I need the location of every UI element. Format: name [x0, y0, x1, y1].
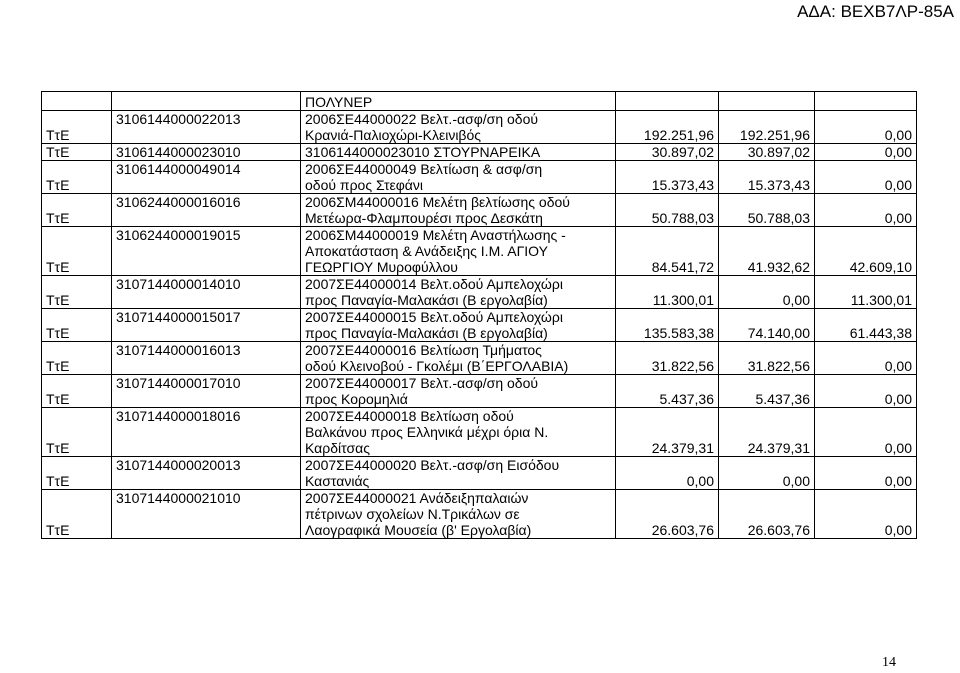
amount-cell: 42.609,10	[815, 227, 917, 276]
code-cell: 3106244000019015	[112, 227, 301, 276]
description-cell: 2007ΣΕ44000016 Βελτίωση Τμήματος οδού Κλεινοβού - Γκολέμι (Β΄ΕΡΓΟΛΑΒΙΑ)	[301, 342, 616, 375]
code-cell: 3106244000016016	[112, 194, 301, 227]
table-row	[42, 276, 917, 309]
table-row-continued	[42, 92, 917, 111]
amount-cell: 0,00	[815, 457, 917, 490]
amount-cell: 192.251,96	[616, 111, 719, 144]
amount-cell: 0,00	[815, 342, 917, 375]
amount-cell: 0,00	[616, 457, 719, 490]
type-cell: ΤτΕ	[42, 342, 112, 375]
description-cell: 2006ΣΕ44000049 Βελτίωση & ασφ/ση οδού προς Στεφάνι	[301, 161, 616, 194]
amount-cell: 24.379,31	[719, 408, 815, 457]
page-number: 14	[882, 655, 896, 670]
amount-cell: 31.822,56	[719, 342, 815, 375]
description-cell: 2006ΣΕ44000022 Βελτ.-ασφ/ση οδού Κρανιά-Παλιοχώρι-Κλεινιβός	[301, 111, 616, 144]
amount-cell: 24.379,31	[616, 408, 719, 457]
type-cell: ΤτΕ	[42, 408, 112, 457]
amount-cell: 26.603,76	[616, 490, 719, 539]
description-cell: 2007ΣΕ44000018 Βελτίωση οδού Βαλκάνου προς Ελληνικά μέχρι όρια Ν. Καρδίτσας	[301, 408, 616, 457]
amount-cell: 0,00	[815, 144, 917, 161]
amount-cell: 84.541,72	[616, 227, 719, 276]
code-cell: 3106144000049014	[112, 161, 301, 194]
amount-cell: 26.603,76	[719, 490, 815, 539]
amount-cell: 0,00	[815, 111, 917, 144]
table-row	[42, 194, 917, 227]
table-row	[42, 375, 917, 408]
amount-cell: 0,00	[815, 408, 917, 457]
amount-cell: 135.583,38	[616, 309, 719, 342]
code-cell: 3107144000015017	[112, 309, 301, 342]
description-cell: 2007ΣΕ44000021 Ανάδειξηπαλαιών πέτρινων σχολείων Ν.Τρικάλων σε Λαογραφικά Μουσεία (β' Εργολαβία)	[301, 490, 616, 539]
code-cell: 3107144000021010	[112, 490, 301, 539]
amount-cell	[616, 92, 719, 111]
type-cell: ΤτΕ	[42, 111, 112, 144]
type-cell: ΤτΕ	[42, 309, 112, 342]
amount-cell: 0,00	[815, 375, 917, 408]
amount-cell: 31.822,56	[616, 342, 719, 375]
table-row	[42, 342, 917, 375]
description-cell: 2006ΣΜ44000016 Μελέτη βελτίωσης οδού Μετέωρα-Φλαμπουρέσι προς Δεσκάτη	[301, 194, 616, 227]
description-cell: 2007ΣΕ44000015 Βελτ.οδού Αμπελοχώρι προς Παναγία-Μαλακάσι (Β εργολαβία)	[301, 309, 616, 342]
amount-cell: 61.443,38	[815, 309, 917, 342]
table-row	[42, 309, 917, 342]
table-row	[42, 457, 917, 490]
description-cell: 2006ΣΜ44000019 Μελέτη Αναστήλωσης - Αποκατάσταση & Ανάδειξης Ι.Μ. ΑΓΙΟΥ ΓΕΩΡΓΙΟΥ Μυροφύλλου	[301, 227, 616, 276]
amount-cell: 50.788,03	[719, 194, 815, 227]
type-cell: ΤτΕ	[42, 161, 112, 194]
amount-cell: 15.373,43	[616, 161, 719, 194]
amount-cell: 5.437,36	[719, 375, 815, 408]
description-cell: 2007ΣΕ44000017 Βελτ.-ασφ/ση οδού προς Κορομηλιά	[301, 375, 616, 408]
code-cell: 3107144000016013	[112, 342, 301, 375]
description-cell: 2007ΣΕ44000014 Βελτ.οδού Αμπελοχώρι προς Παναγία-Μαλακάσι (Β εργολαβία)	[301, 276, 616, 309]
code-cell: 3107144000018016	[112, 408, 301, 457]
code-cell: 3107144000014010	[112, 276, 301, 309]
amount-cell: 0,00	[815, 161, 917, 194]
type-cell: ΤτΕ	[42, 490, 112, 539]
table-row	[42, 161, 917, 194]
amount-cell: 192.251,96	[719, 111, 815, 144]
table-row	[42, 111, 917, 144]
table-row	[42, 144, 917, 161]
amount-cell: 50.788,03	[616, 194, 719, 227]
amount-cell: 11.300,01	[815, 276, 917, 309]
code-cell	[112, 92, 301, 111]
code-cell: 3107144000017010	[112, 375, 301, 408]
type-cell: ΤτΕ	[42, 144, 112, 161]
table-row	[42, 408, 917, 457]
amount-cell: 5.437,36	[616, 375, 719, 408]
amount-cell: 15.373,43	[719, 161, 815, 194]
type-cell: ΤτΕ	[42, 194, 112, 227]
amount-cell: 0,00	[719, 457, 815, 490]
amount-cell: 0,00	[815, 490, 917, 539]
amount-cell: 30.897,02	[719, 144, 815, 161]
description-cell: 3106144000023010 ΣΤΟΥΡΝΑΡΕΙΚΑ	[301, 144, 616, 161]
ada-code: ΑΔΑ: ΒΕΧΒ7ΛΡ-85Α	[797, 2, 954, 21]
amount-cell	[815, 92, 917, 111]
type-cell: ΤτΕ	[42, 276, 112, 309]
type-cell: ΤτΕ	[42, 227, 112, 276]
amount-cell: 11.300,01	[616, 276, 719, 309]
type-cell	[42, 92, 112, 111]
amount-cell: 30.897,02	[616, 144, 719, 161]
amount-cell: 0,00	[719, 276, 815, 309]
description-cell: ΠΟΛΥΝΕΡ	[301, 92, 616, 111]
budget-table	[41, 91, 917, 539]
table-row	[42, 490, 917, 539]
code-cell: 3106144000023010	[112, 144, 301, 161]
type-cell: ΤτΕ	[42, 457, 112, 490]
code-cell: 3106144000022013	[112, 111, 301, 144]
amount-cell: 41.932,62	[719, 227, 815, 276]
type-cell: ΤτΕ	[42, 375, 112, 408]
amount-cell: 74.140,00	[719, 309, 815, 342]
amount-cell	[719, 92, 815, 111]
description-cell: 2007ΣΕ44000020 Βελτ.-ασφ/ση Εισόδου Καστανιάς	[301, 457, 616, 490]
table-row	[42, 227, 917, 276]
code-cell: 3107144000020013	[112, 457, 301, 490]
amount-cell: 0,00	[815, 194, 917, 227]
